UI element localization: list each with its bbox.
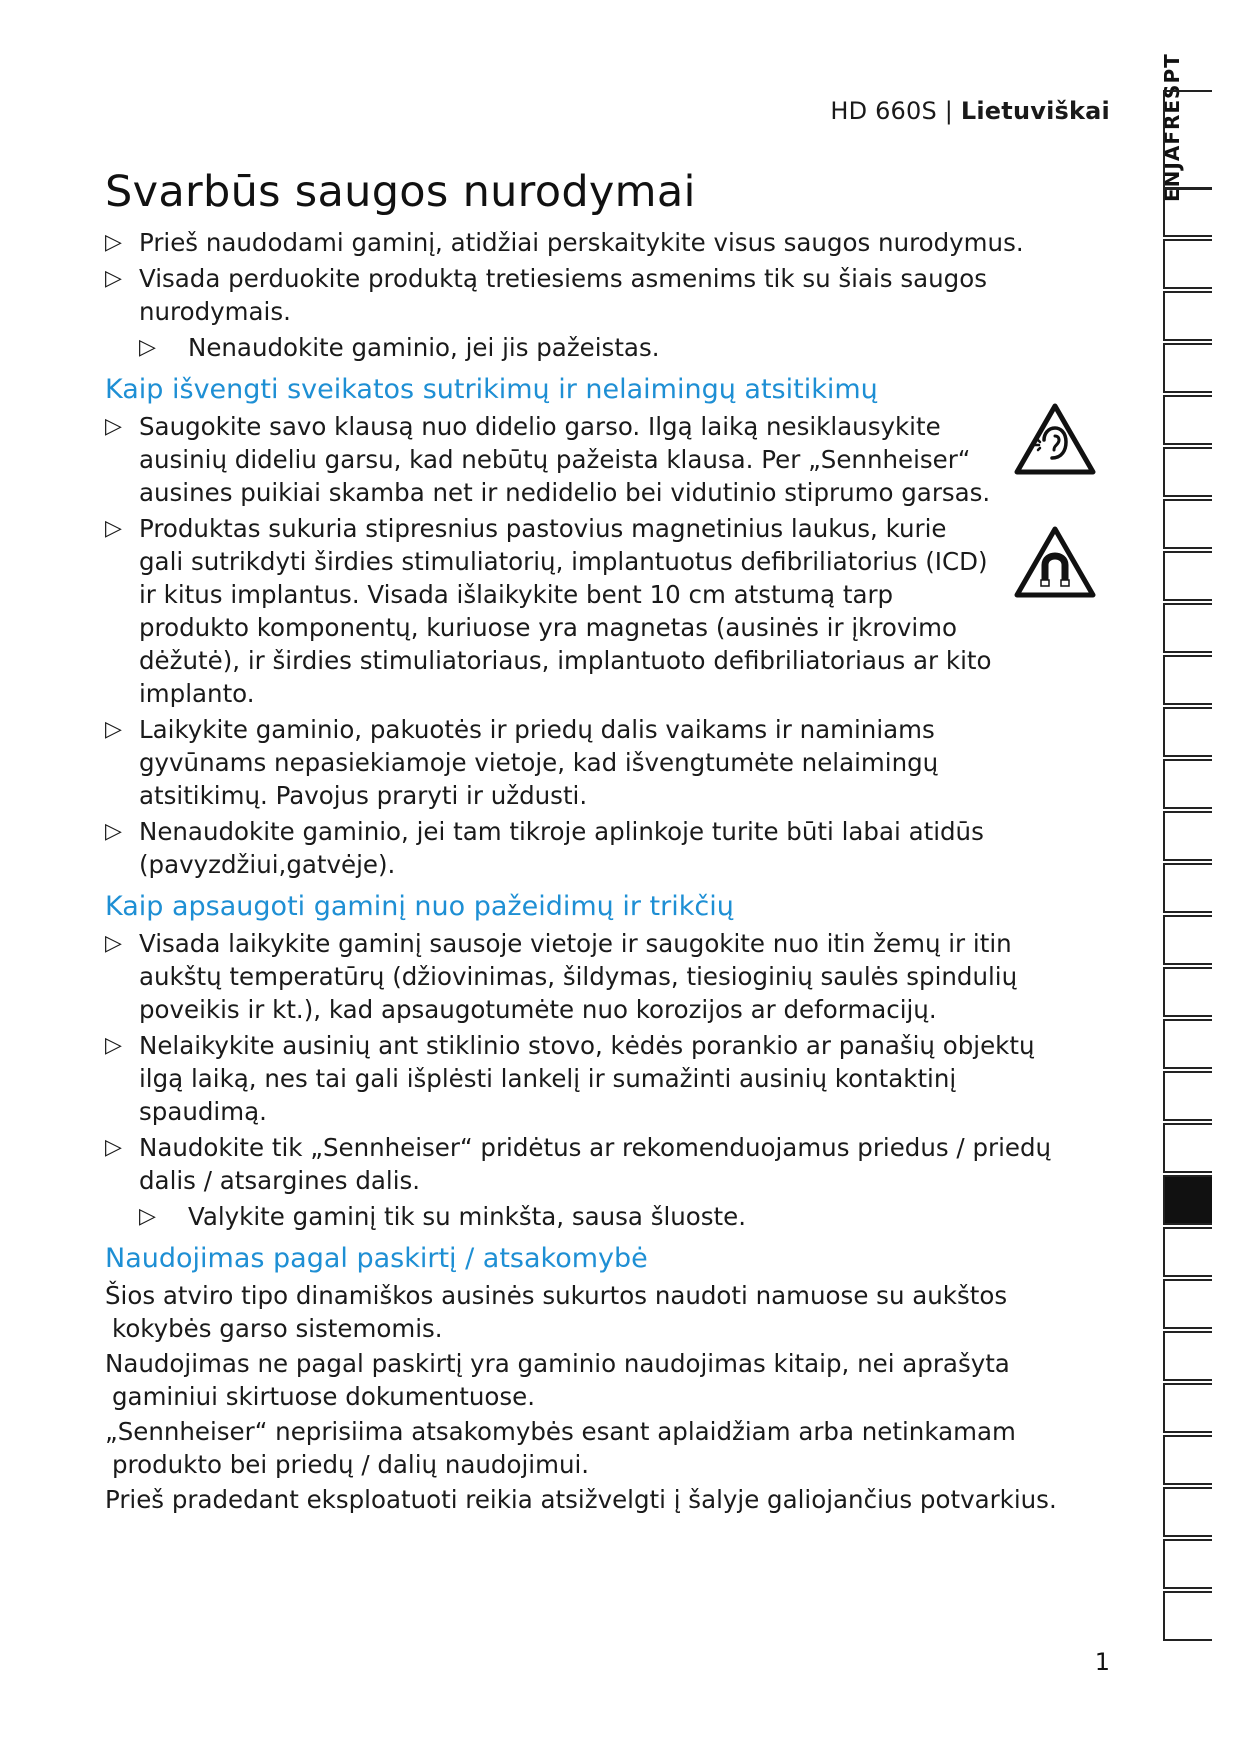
list-item xyxy=(105,1131,1115,1197)
tab[interactable] xyxy=(1163,1279,1212,1329)
bullet-text: Prieš naudodami gaminį, atidžiai perskaitykite visus saugos nurodymus. xyxy=(139,228,1024,257)
triangle-bullet-icon: ▷ xyxy=(105,266,122,291)
bullet-text: Naudokite tik „Sennheiser“ pridėtus ar rekomenduojamus priedus / priedų dalis / atsargines dalis. xyxy=(139,1133,1052,1195)
para-line: produkto bei priedų / dalių naudojimui. xyxy=(112,1450,590,1479)
section-heading-device: Kaip apsaugoti gaminį nuo pažeidimų ir trikčių xyxy=(105,891,734,922)
tab[interactable] xyxy=(1163,707,1212,757)
triangle-bullet-icon: ▷ xyxy=(139,335,156,360)
bullet-text: Nelaikykite ausinių ant stiklinio stovo, kėdės porankio ar panašių objektų ilgą laiką, nes tai gali išplėsti lankelį ir sumažinti ausinių kontaktinį spaudimą. xyxy=(139,1031,1035,1126)
list-item xyxy=(105,927,1115,1026)
bullet-text: Laikykite gaminio, pakuotės ir priedų dalis vaikams ir naminiams gyvūnams nepasiekiamoje vietoje, kad išvengtumėte nelaimingų atsitikimų. Pavojus praryti ir uždusti. xyxy=(139,715,939,810)
tab[interactable] xyxy=(1163,1487,1212,1537)
triangle-bullet-icon: ▷ xyxy=(105,819,122,844)
tab[interactable] xyxy=(1163,1331,1212,1381)
tab[interactable] xyxy=(1163,239,1212,289)
bullet-text: Valykite gaminį tik su minkšta, sausa šluoste. xyxy=(188,1202,747,1231)
tab[interactable] xyxy=(1163,655,1212,705)
para-line: Prieš pradedant eksploatuoti reikia atsižvelgti į šalyje galiojančius potvarkius. xyxy=(105,1485,1057,1514)
triangle-bullet-icon: ▷ xyxy=(105,516,122,541)
triangle-bullet-icon: ▷ xyxy=(105,931,122,956)
tab[interactable] xyxy=(1163,603,1212,653)
tab[interactable] xyxy=(1163,1123,1212,1173)
paragraph xyxy=(105,1347,1115,1413)
tab[interactable] xyxy=(1163,811,1212,861)
para-line: gaminiui skirtuose dokumentuose. xyxy=(112,1382,535,1411)
section-heading-health: Kaip išvengti sveikatos sutrikimų ir nelaimingų atsitikimų xyxy=(105,374,878,405)
triangle-bullet-icon: ▷ xyxy=(105,717,122,742)
list-item xyxy=(105,226,1115,259)
tab[interactable] xyxy=(1163,759,1212,809)
list-item-sub xyxy=(105,1200,1115,1233)
document-body xyxy=(105,226,1115,1518)
tab[interactable] xyxy=(1163,1591,1212,1641)
language-label: Lietuviškai xyxy=(960,97,1110,125)
list-item xyxy=(105,262,1115,328)
list-item xyxy=(105,410,1115,509)
triangle-bullet-icon: ▷ xyxy=(105,230,122,255)
tab[interactable] xyxy=(1163,1019,1212,1069)
list-item xyxy=(105,512,1115,710)
triangle-bullet-icon: ▷ xyxy=(105,1033,122,1058)
tab[interactable] xyxy=(1163,447,1212,497)
page-number: 1 xyxy=(1094,1648,1110,1676)
triangle-bullet-icon: ▷ xyxy=(139,1204,156,1229)
para-line: kokybės garso sistemomis. xyxy=(112,1314,443,1343)
tab[interactable] xyxy=(1163,187,1212,237)
bullet-text: Visada laikykite gaminį sausoje vietoje ir saugokite nuo itin žemų ir itin aukštų temperatūrų (džiovinimas, šildymas, tiesioginių saulės spindulių poveikis ir kt.), kad apsaugotumėte nuo korozijos ar deformacijų. xyxy=(139,929,1018,1024)
tab[interactable] xyxy=(1163,915,1212,965)
paragraph xyxy=(105,1279,1115,1345)
para-line: Šios atviro tipo dinamiškos ausinės sukurtos naudoti namuose su aukštos xyxy=(105,1281,1008,1310)
tab-languages[interactable] xyxy=(1163,90,1212,190)
tab[interactable] xyxy=(1163,863,1212,913)
page-title: Svarbūs saugos nurodymai xyxy=(105,167,696,217)
tab[interactable] xyxy=(1163,1227,1212,1277)
language-tabs-label: ENJAFRESPT xyxy=(1160,53,1184,202)
list-item xyxy=(105,713,1115,812)
bullet-text: Produktas sukuria stipresnius pastovius magnetinius laukus, kurie gali sutrikdyti širdies stimuliatorių, implantuotus defibriliatorius (ICD) ir kitus implantus. Visada išlaikykite bent 10 cm atstumą tarp produkto komponentų, kuriuose yra magnetas (ausinės ir įkrovimo dėžutė), ir širdies stimuliatoriaus, implantuoto defibriliatoriaus ar kito implanto. xyxy=(139,514,992,708)
paragraph xyxy=(105,1483,1115,1516)
document-header xyxy=(830,97,1110,125)
tab[interactable] xyxy=(1163,1383,1212,1433)
tab-lithuanian-active[interactable] xyxy=(1163,1175,1212,1225)
magnet-warning-icon xyxy=(1014,525,1096,599)
product-name: HD 660S xyxy=(830,97,937,125)
header-separator: | xyxy=(936,97,961,125)
tab[interactable] xyxy=(1163,343,1212,393)
bullet-text: Nenaudokite gaminio, jei tam tikroje aplinkoje turite būti labai atidūs (pavyzdžiui,gatvėje). xyxy=(139,817,984,879)
tab[interactable] xyxy=(1163,291,1212,341)
tab[interactable] xyxy=(1163,499,1212,549)
bullet-text: Visada perduokite produktą tretiesiems asmenims tik su šiais saugos nurodymais. xyxy=(139,264,987,326)
section-heading-intended-use: Naudojimas pagal paskirtį / atsakomybė xyxy=(105,1243,648,1274)
list-item-sub xyxy=(105,331,1115,364)
hearing-warning-icon xyxy=(1014,402,1096,476)
tab[interactable] xyxy=(1163,551,1212,601)
para-line: „Sennheiser“ neprisiima atsakomybės esant aplaidžiam arba netinkamam xyxy=(105,1417,1016,1446)
list-item xyxy=(105,815,1115,881)
language-tab-strip xyxy=(1163,40,1212,1680)
tab[interactable] xyxy=(1163,967,1212,1017)
tab[interactable] xyxy=(1163,1435,1212,1485)
tab[interactable] xyxy=(1163,1071,1212,1121)
bullet-text: Saugokite savo klausą nuo didelio garso. Ilgą laiką nesiklausykite ausinių dideliu garsu, kad nebūtų pažeista klausa. Per „Sennheiser“ ausines puikiai skamba net ir nedidelio bei vidutinio stiprumo garsas. xyxy=(139,412,991,507)
paragraph xyxy=(105,1415,1115,1481)
triangle-bullet-icon: ▷ xyxy=(105,414,122,439)
list-item xyxy=(105,1029,1115,1128)
bullet-text: Nenaudokite gaminio, jei jis pažeistas. xyxy=(188,333,660,362)
triangle-bullet-icon: ▷ xyxy=(105,1135,122,1160)
tab[interactable] xyxy=(1163,1539,1212,1589)
para-line: Naudojimas ne pagal paskirtį yra gaminio naudojimas kitaip, nei aprašyta xyxy=(105,1349,1010,1378)
tab[interactable] xyxy=(1163,395,1212,445)
